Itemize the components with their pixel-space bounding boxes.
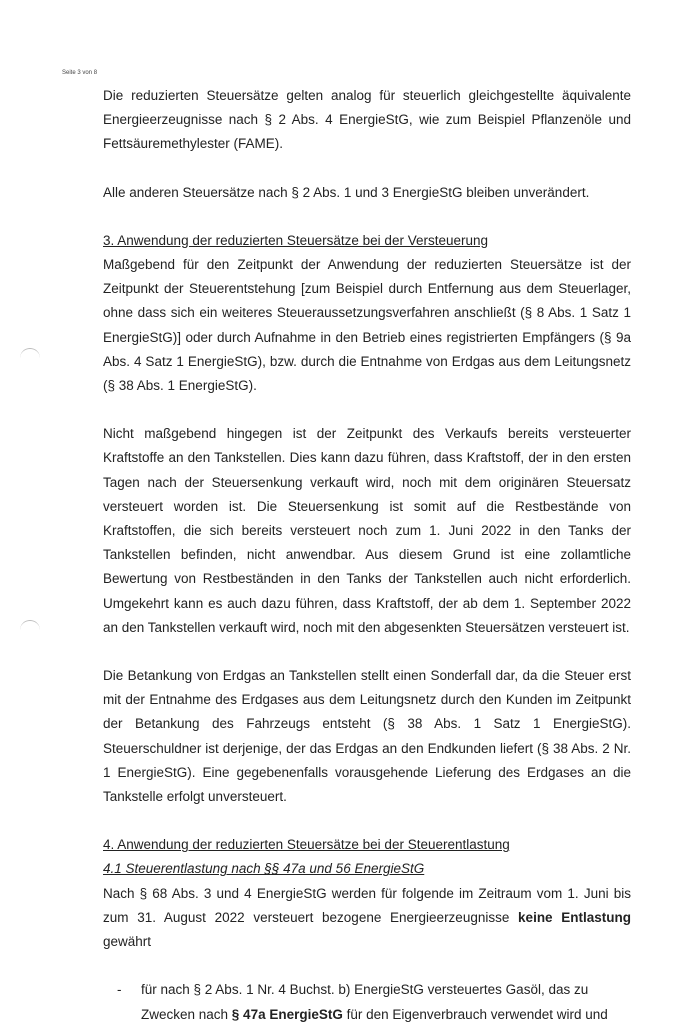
paragraph-sale-timing: Nicht maßgebend hingegen ist der Zeitpunkt des Verkaufs bereits versteuerter Kraftstoffe an den Tankstellen. Dies kann dazu führen, dass Kraftstoff, der in den ersten Tagen nach der Steuersenkung verkauft wird, noch mit dem originären Steuersatz versteuert worden ist. Die Steuersenkung ist somit auf die Restbestände von Kraftstoffen, die sich bereits versteuert noch zum 1. Juni 2022 in den Tanks der Tankstellen befinden, nicht anwendbar. Aus diesem Grund ist eine zollamtliche Bewertung von Restbeständen in den Tanks der Tankstellen auch nicht erforderlich. Umgekehrt kann es auch dazu führen, dass Kraftstoff, der ab dem 1. September 2022 an den Tankstellen verkauft wird, noch mit den abgesenkten Steuersätzen versteuert ist.	[103, 426, 631, 635]
punch-hole-mark	[20, 348, 40, 363]
paragraph-no-relief: Nach § 68 Abs. 3 und 4 EnergieStG werden für folgende im Zeitraum vom 1. Juni bis zum 31. August 2022 versteuert bezogene Energieerzeugnisse keine Entlastung gewährt	[103, 885, 632, 950]
list-item: - für nach § 2 Abs. 1 Nr. 4 Buchst. b) EnergieStG versteuertes Gasöl, das zu Zwecken nach § 47a EnergieStG für den Eigenverbrauch verwendet wird und	[103, 978, 631, 1026]
paragraph-natural-gas: Die Betankung von Erdgas an Tankstellen stellt einen Sonderfall dar, da die Steuer erst mit der Entnahme des Erdgases aus dem Leitungsnetz durch den Kunden im Zeitpunkt der Betankung des Fahrzeugs entsteht (§ 38 Abs. 1 Satz 1 EnergieStG). Steuerschuldner ist derjenige, der das Erdgas an den Endkunden liefert (§ 38 Abs. 2 Nr. 1 EnergieStG). Eine gegebenenfalls vorausgehende Lieferung des Erdgases an die Tankstelle erfolgt unversteuert.	[103, 668, 631, 805]
page-number-label: Seite 3 von 8	[62, 70, 98, 76]
subsection-heading-4-1: 4.1 Steuerentlastung nach §§ 47a und 56 EnergieStG	[103, 861, 425, 877]
section-heading-4: 4. Anwendung der reduzierten Steuersätze bei der Steuerentlastung	[103, 837, 510, 853]
document-body	[103, 84, 631, 1027]
paragraph-other-rates: Alle anderen Steuersätze nach § 2 Abs. 1 und 3 EnergieStG bleiben unverändert.	[103, 184, 590, 200]
paragraph-tax-timing: Maßgebend für den Zeitpunkt der Anwendung der reduzierten Steuersätze ist der Zeitpunkt der Steuerentstehung [zum Beispiel durch Entfernung aus dem Steuerlager, ohne dass sich ein weiteres Steueraussetzungsverfahren anschließt (§ 8 Abs. 1 Satz 1 EnergieStG)] oder durch Aufnahme in den Betrieb eines registrierten Empfängers (§ 9a Abs. 4 Satz 1 EnergieStG), bzw. durch die Entnahme von Erdgas aus dem Leitungsnetz (§ 38 Abs. 1 EnergieStG).	[103, 257, 631, 394]
paragraph-equivalent-products: Die reduzierten Steuersätze gelten analog für steuerlich gleichgestellte äquivalente Energieerzeugnisse nach § 2 Abs. 4 EnergieStG, wie zum Beispiel Pflanzenöle und Fettsäuremethylester (FAME).	[103, 88, 631, 152]
section-heading-3: 3. Anwendung der reduzierten Steuersätze bei der Versteuerung	[103, 232, 489, 248]
list-bullet: -	[117, 982, 122, 998]
punch-hole-mark	[20, 620, 40, 635]
